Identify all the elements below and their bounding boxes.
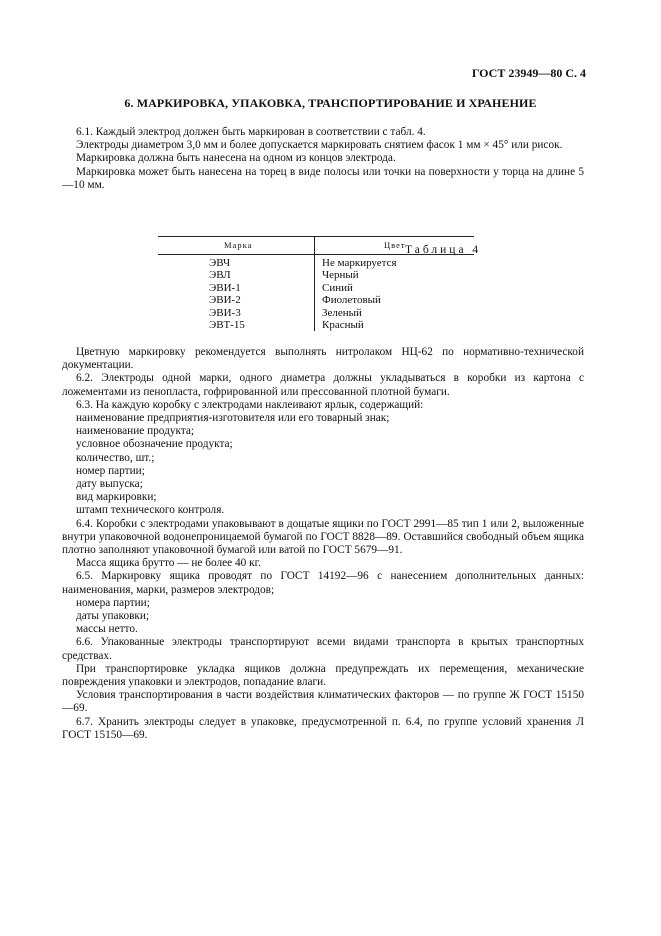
- table-column-mark: [209, 257, 245, 331]
- paragraph: При транспортировке укладка ящиков должна предупреждать их перемещения, механические повреждения упаковки и электродов, попадание влаги.: [62, 662, 584, 689]
- page-header: ГОСТ 23949—80 С. 4: [471, 66, 586, 80]
- paragraph: 6.1. Каждый электрод должен быть маркирован в соответствии с табл. 4.: [76, 126, 426, 138]
- paragraph: 6.5. Маркировку ящика проводят по ГОСТ 14192—96 с нанесением дополнительных данных: наименования, марки, размеров электродов;: [62, 570, 584, 596]
- table-header-color: Цвет: [384, 240, 406, 250]
- body-text: [62, 346, 584, 742]
- paragraph: 6.2. Электроды одной марки, одного диаметра должны укладываться в коробки из картона с ложементами из пенопласта, гофрированной или прессованной плотной бумаги.: [62, 372, 584, 398]
- paragraph: наименование продукта;: [76, 425, 195, 438]
- table-cell: Не маркируется: [322, 257, 397, 269]
- table-cell: Зеленый: [322, 306, 362, 319]
- table-cell: Синий: [322, 281, 353, 294]
- table-header-mark: Марка: [224, 240, 253, 250]
- table-cell: ЭВЛ: [209, 269, 231, 282]
- table-top-rule: [158, 236, 474, 237]
- intro-text: [62, 126, 584, 192]
- table-cell: Фиолетовый: [322, 294, 381, 307]
- table-cell: Черный: [322, 269, 359, 282]
- table-column-divider: [314, 236, 315, 331]
- paragraph: наименование предприятия-изготовителя или его товарный знак;: [76, 412, 390, 425]
- paragraph: номера партии;: [76, 596, 150, 609]
- paragraph: штамп технического контроля.: [76, 504, 225, 517]
- table-cell: ЭВИ-3: [209, 306, 241, 319]
- paragraph: 6.6. Упакованные электроды транспортируют всеми видами транспорта в крытых транспортных средствах.: [62, 636, 584, 662]
- paragraph: номер партии;: [76, 464, 145, 477]
- paragraph: Масса ящика брутто — не более 40 кг.: [76, 557, 261, 570]
- paragraph: Маркировка может быть нанесена на торец в виде полосы или точки на поверхности у торца на длине 5—10 мм.: [62, 165, 584, 191]
- paragraph: 6.7. Хранить электроды следует в упаковке, предусмотренной п. 6.4, по группе условий хранения Л ГОСТ 15150—69.: [62, 715, 584, 741]
- paragraph: 6.4. Коробки с электродами упаковывают в дощатые ящики по ГОСТ 2991—85 тип 1 или 2, выложенные внутри упаковочной водонепроницаемой бумагой по ГОСТ 8828—89. Оставшийся свободный объем ящика плотно заполняют упаковочной бумагой или ватой по ГОСТ 5679—91.: [62, 517, 584, 557]
- table-cell: ЭВИ-2: [209, 294, 241, 307]
- paragraph: массы нетто.: [76, 623, 138, 636]
- paragraph: Электроды диаметром 3,0 мм и более допускается маркировать снятием фасок 1 мм × 45° или рисок.: [76, 139, 563, 152]
- table-cell: Красный: [322, 319, 364, 332]
- section-title: 6. МАРКИРОВКА, УПАКОВКА, ТРАНСПОРТИРОВАНИЕ И ХРАНЕНИЕ: [124, 96, 537, 110]
- table-caption: Таблица 4: [405, 244, 482, 256]
- paragraph: даты упаковки;: [76, 610, 150, 623]
- table-column-color: [322, 257, 397, 331]
- paragraph: Цветную маркировку рекомендуется выполнять нитролаком НЦ-62 по нормативно-технической документации.: [62, 346, 584, 372]
- paragraph: Условия транспортирования в части воздействия климатических факторов — по группе Ж ГОСТ 15150—69.: [62, 689, 584, 715]
- table-cell: ЭВТ-15: [209, 319, 245, 332]
- table-cell: ЭВЧ: [209, 257, 231, 269]
- paragraph: дату выпуска;: [76, 478, 143, 491]
- paragraph: условное обозначение продукта;: [76, 438, 233, 451]
- paragraph: 6.3. На каждую коробку с электродами наклеивают ярлык, содержащий:: [76, 398, 424, 411]
- table-cell: ЭВИ-1: [209, 281, 241, 294]
- table-header-rule: [158, 254, 474, 255]
- paragraph: вид маркировки;: [76, 491, 157, 504]
- paragraph: количество, шт.;: [76, 451, 155, 464]
- paragraph: Маркировка должна быть нанесена на одном из концов электрода.: [76, 152, 396, 165]
